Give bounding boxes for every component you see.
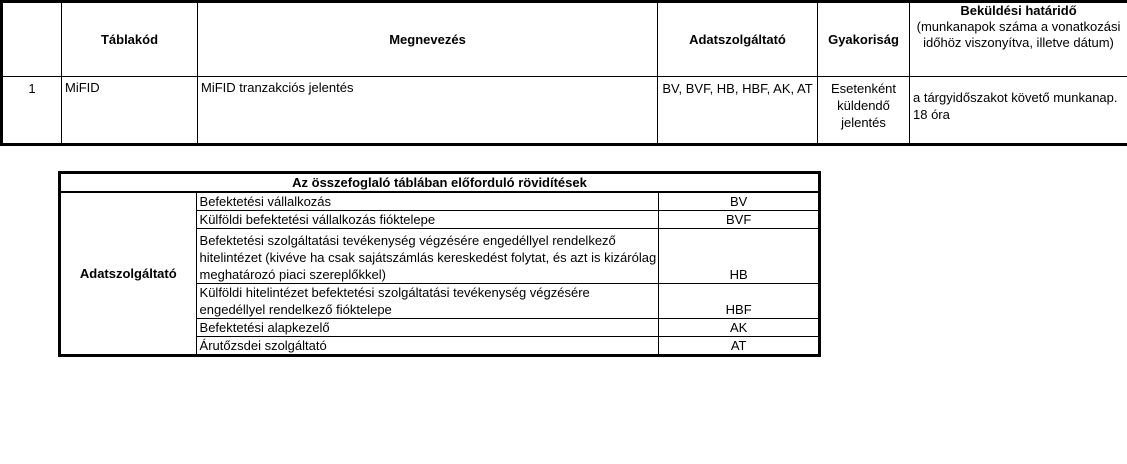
- header-number: [2, 2, 62, 77]
- table-row: [2, 77, 1127, 145]
- report-table: [0, 0, 1127, 146]
- abbr-code: HB: [659, 229, 820, 284]
- abbreviations-title-row: [60, 173, 820, 193]
- abbr-code: BV: [659, 192, 820, 211]
- row-deadline: a tárgyidőszakot követő munkanap. 18 óra: [910, 77, 1127, 145]
- abbr-description: Befektetési szolgáltatási tevékenység végzésére engedéllyel rendelkező hitelintézet (kivéve ha csak sajátszámlás kereskedést folytat, és azt is kizárólag meghatározó piaci szereplőkkel): [196, 229, 659, 284]
- abbr-description: Befektetési vállalkozás: [196, 192, 659, 211]
- abbr-code: AT: [659, 337, 820, 356]
- abbreviations-group-label: Adatszolgáltató: [60, 192, 197, 356]
- row-provider: BV, BVF, HB, HBF, AK, AT: [658, 77, 818, 145]
- row-number: 1: [2, 77, 62, 145]
- abbreviations-title: Az összefoglaló táblában előforduló rövidítések: [60, 173, 820, 193]
- abbr-description: Árutőzsdei szolgáltató: [196, 337, 659, 356]
- abbr-description: Befektetési alapkezelő: [196, 319, 659, 337]
- abbr-code: HBF: [659, 284, 820, 319]
- table-row: [60, 192, 820, 211]
- report-table-header: [2, 2, 1127, 77]
- abbr-description: Külföldi hitelintézet befektetési szolgáltatási tevékenység végzésére engedéllyel rendelkező fióktelepe: [196, 284, 659, 319]
- abbr-code: AK: [659, 319, 820, 337]
- abbr-code: BVF: [659, 211, 820, 229]
- abbreviations-table: [58, 171, 821, 357]
- header-provider: Adatszolgáltató: [658, 2, 818, 77]
- header-frequency: Gyakoriság: [818, 2, 910, 77]
- header-deadline-title: Beküldési határidő: [960, 3, 1077, 18]
- row-name: MiFID tranzakciós jelentés: [198, 77, 658, 145]
- header-code: Táblakód: [62, 2, 198, 77]
- header-name: Megnevezés: [198, 2, 658, 77]
- row-code: MiFID: [62, 77, 198, 145]
- header-deadline-subtitle: (munkanapok száma a vonatkozási időhöz viszonyítva, illetve dátum): [916, 19, 1121, 50]
- header-deadline: [910, 2, 1127, 77]
- abbr-description: Külföldi befektetési vállalkozás fióktelepe: [196, 211, 659, 229]
- row-frequency: Esetenként küldendő jelentés: [818, 77, 910, 145]
